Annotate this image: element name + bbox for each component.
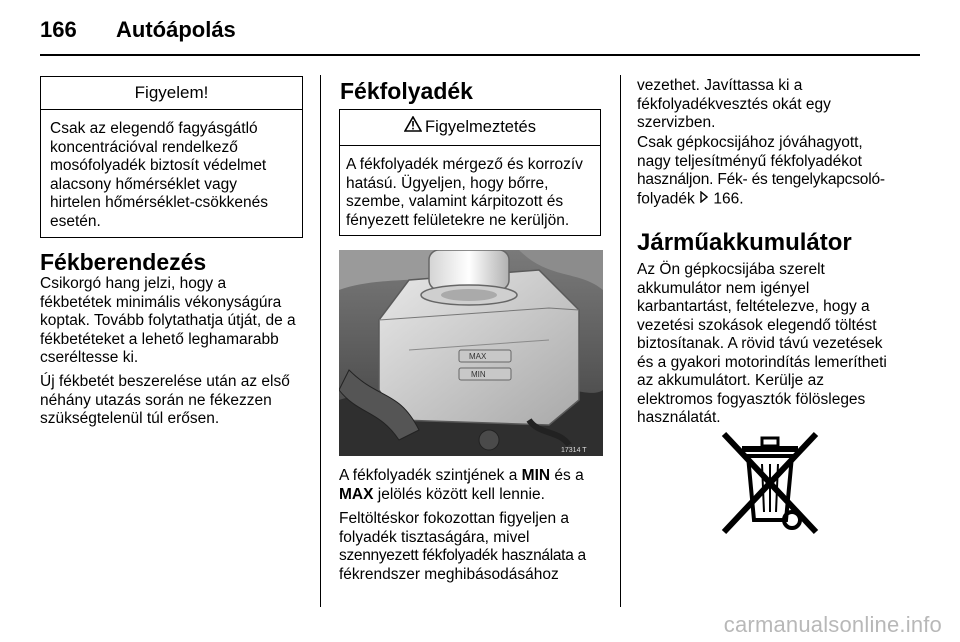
attention-box-title: Figyelem! (41, 77, 302, 110)
min-keyword: MIN (521, 467, 551, 484)
page-number: 166 (40, 17, 77, 42)
column-divider (320, 75, 321, 607)
image-reference-number: 17314 T (561, 447, 587, 454)
max-marking: MAX (469, 352, 487, 361)
brake-fluid-level-paragraph: A fékfolyadék szintjének a MIN és a MAX jelölés között kell lennie. (339, 467, 584, 503)
brake-fluid-filling-paragraph: Feltöltéskor fokozottan figyeljen a folyadék tisztaságára, mivel szennyezett fékfolyadék használata a fékrendszer meghibásodásához (339, 510, 586, 583)
section-title: Autóápolás (116, 17, 236, 42)
battery-paragraph: Az Ön gépkocsijába szerelt akkumulátor nem igényel karbantartást, feltételezve, hogy a vezetési szokások elegendő töltést biztosítanak. A rövid távú vezetések és a gyakori motorindítás lemerítheti az akkumulátort. Kerülje az elektromos fogyasztók fölösleges használatát. (637, 261, 887, 426)
warning-triangle-icon (404, 110, 422, 145)
header-divider (40, 54, 920, 56)
vehicle-battery-heading: Járműakkumulátor (637, 229, 852, 256)
brake-fluid-reservoir-image (339, 250, 603, 456)
warning-box (339, 109, 601, 236)
brake-fluid-heading: Fékfolyadék (340, 78, 473, 104)
brake-fluid-continuation-paragraph: vezethet. Javíttassa ki a fékfolyadékvesztés okát egy szervizben. (637, 77, 831, 131)
warning-box-header (340, 110, 600, 146)
max-keyword: MAX (339, 485, 374, 503)
attention-box (40, 76, 303, 238)
warning-box-text: A fékfolyadék mérgező és korrozív hatású. Ügyeljen, hogy bőrre, szembe, valamint kárpitozott és fényezett felületekre ne kerüljön. (346, 156, 583, 229)
page-reference-link[interactable]: 166. (713, 189, 744, 207)
watermark: carmanualsonline.info (723, 612, 942, 637)
warning-title: Figyelmeztetés (425, 118, 536, 136)
min-marking: MIN (471, 370, 486, 379)
column-divider (620, 75, 621, 607)
crossed-out-bin-icon (712, 428, 830, 536)
brakes-paragraph-2: Új fékbetét beszerelése után az első néhány utazás során ne fékezzen szükségtelenül túl erősen. (40, 373, 290, 427)
brakes-paragraph-1: Csikorgó hang jelzi, hogy a fékbetétek minimális vékonyságúra koptak. Tovább folytathatja útját, de a fékbetéteket a lehető leghamarabb cseréltesse ki. (40, 275, 296, 366)
attention-box-text: Csak az elegendő fagyásgátló koncentrációval rendelkező mosófolyadék biztosít védelmet alacsony hőmérséklet vagy hirtelen hőmérséklet-csökkenés esetén. (50, 120, 268, 230)
page-reference-arrow-icon (700, 190, 708, 209)
approved-fluid-paragraph: Csak gépkocsijához jóváhagyott, nagy teljesítményű fékfolyadékot használjon. Fék- és tengelykapcsoló- folyadék 166. (637, 134, 885, 207)
brakes-heading: Fékberendezés (40, 249, 207, 275)
